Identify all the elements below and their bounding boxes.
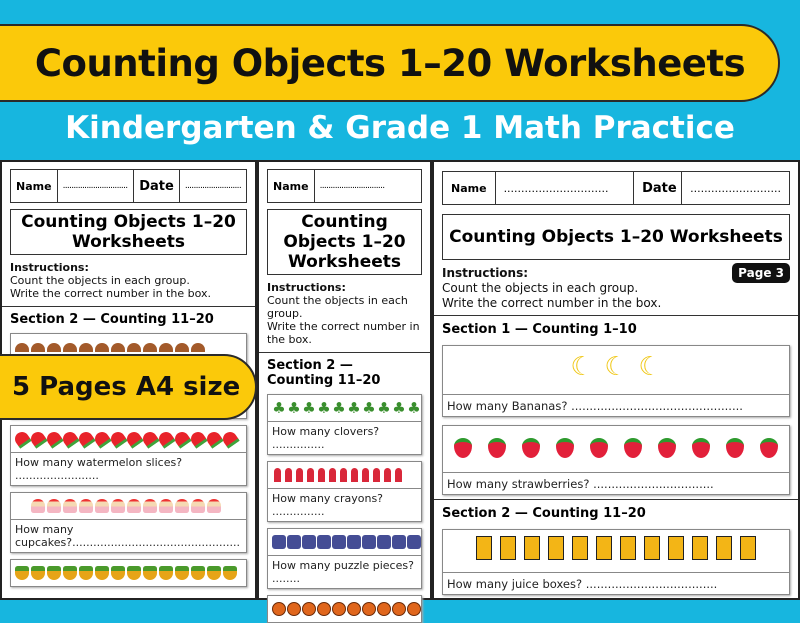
strawberry-icon bbox=[590, 438, 608, 458]
strawberry-icon bbox=[488, 438, 506, 458]
pineapple-icon bbox=[31, 566, 45, 580]
basketball-icon bbox=[287, 602, 301, 616]
choco-icon bbox=[95, 343, 109, 352]
pineapple-icon bbox=[15, 566, 29, 580]
puzzle-icon bbox=[407, 535, 421, 549]
basketball-icon bbox=[362, 602, 376, 616]
puzzle-icon bbox=[272, 535, 286, 549]
basketball-icon bbox=[407, 602, 421, 616]
count-box bbox=[267, 528, 422, 589]
count-box bbox=[442, 425, 790, 495]
cupcake-icon bbox=[191, 499, 205, 513]
choco-icon bbox=[63, 343, 77, 352]
banana-icon: ☾ bbox=[638, 352, 662, 382]
crayon-icon bbox=[384, 468, 391, 482]
clover-icon: ♣ bbox=[302, 399, 316, 417]
clover-icon: ♣ bbox=[272, 399, 286, 417]
icon-group bbox=[443, 346, 789, 382]
pineapple-icon bbox=[175, 566, 189, 580]
icon-group bbox=[11, 426, 246, 452]
strawberry-icon bbox=[658, 438, 676, 458]
pineapple-icon bbox=[191, 566, 205, 580]
icon-group bbox=[268, 462, 421, 488]
cupcake-icon bbox=[95, 499, 109, 513]
juice-icon bbox=[692, 536, 708, 560]
cupcake-icon bbox=[175, 499, 189, 513]
watermelon-icon bbox=[92, 429, 111, 448]
cupcake-icon bbox=[111, 499, 125, 513]
pineapple-icon bbox=[223, 566, 237, 580]
crayon-icon bbox=[373, 468, 380, 482]
crayon-icon bbox=[362, 468, 369, 482]
cupcake-icon bbox=[159, 499, 173, 513]
count-box bbox=[267, 595, 422, 623]
count-box bbox=[10, 559, 247, 587]
question[interactable]: How many strawberries? ................................. bbox=[443, 472, 789, 494]
name-date-row bbox=[267, 169, 422, 203]
basketball-icon bbox=[392, 602, 406, 616]
pineapple-icon bbox=[63, 566, 77, 580]
choco-icon bbox=[79, 343, 93, 352]
watermelon-icon bbox=[204, 429, 223, 448]
watermelon-icon bbox=[172, 429, 191, 448]
pineapple-icon bbox=[47, 566, 61, 580]
juice-icon bbox=[620, 536, 636, 560]
watermelon-icon bbox=[60, 429, 79, 448]
basketball-icon bbox=[317, 602, 331, 616]
worksheet-title: Counting Objects 1–20 Worksheets bbox=[10, 209, 247, 255]
watermelon-icon bbox=[28, 429, 47, 448]
puzzle-icon bbox=[302, 535, 316, 549]
name-field[interactable]: .............................. bbox=[319, 181, 385, 191]
crayon-icon bbox=[351, 468, 358, 482]
clover-icon: ♣ bbox=[362, 399, 376, 417]
count-box bbox=[10, 425, 247, 486]
icon-group bbox=[443, 426, 789, 464]
watermelon-icon bbox=[44, 429, 63, 448]
worksheet-title: Counting Objects 1–20 Worksheets bbox=[442, 214, 790, 260]
instructions-heading: Instructions: bbox=[442, 266, 529, 280]
instructions-line: Count the objects in each group. bbox=[442, 281, 639, 295]
date-label: Date bbox=[634, 172, 682, 204]
section-heading: Section 1 — Counting 1–10 bbox=[434, 315, 798, 343]
watermelon-icon bbox=[124, 429, 143, 448]
choco-icon bbox=[191, 343, 205, 352]
juice-icon bbox=[524, 536, 540, 560]
instructions-line: Write the correct number in the box. bbox=[10, 287, 211, 300]
main-title: Counting Objects 1–20 Worksheets bbox=[34, 41, 746, 85]
question[interactable]: How many watermelon slices? ........................ bbox=[11, 452, 246, 485]
section-heading: Section 2 — Counting 11–20 bbox=[259, 352, 430, 388]
instructions-line: Write the correct number in the box. bbox=[267, 320, 420, 346]
strawberry-icon bbox=[624, 438, 642, 458]
icon-group bbox=[268, 529, 421, 555]
crayon-icon bbox=[285, 468, 292, 482]
juice-icon bbox=[548, 536, 564, 560]
juice-icon bbox=[476, 536, 492, 560]
question[interactable]: How many clovers? ............... bbox=[268, 421, 421, 454]
name-date-row bbox=[442, 171, 790, 205]
watermelon-icon bbox=[108, 429, 127, 448]
choco-icon bbox=[15, 343, 29, 352]
puzzle-icon bbox=[347, 535, 361, 549]
cupcake-icon bbox=[143, 499, 157, 513]
instructions-heading: Instructions: bbox=[10, 261, 89, 274]
strawberry-icon bbox=[556, 438, 574, 458]
count-box bbox=[10, 492, 247, 553]
icon-group bbox=[11, 560, 246, 586]
pineapple-icon bbox=[159, 566, 173, 580]
basketball-icon bbox=[377, 602, 391, 616]
crayon-icon bbox=[395, 468, 402, 482]
pineapple-icon bbox=[143, 566, 157, 580]
page-count-badge bbox=[0, 354, 257, 420]
cupcake-icon bbox=[207, 499, 221, 513]
crayon-icon bbox=[296, 468, 303, 482]
juice-icon bbox=[740, 536, 756, 560]
count-box bbox=[267, 461, 422, 522]
name-label: Name bbox=[268, 170, 315, 202]
instructions bbox=[10, 261, 247, 300]
pineapple-icon bbox=[95, 566, 109, 580]
cupcake-icon bbox=[79, 499, 93, 513]
clover-icon: ♣ bbox=[407, 399, 421, 417]
watermelon-icon bbox=[140, 429, 159, 448]
instructions-line: Count the objects in each group. bbox=[267, 294, 408, 320]
pineapple-icon bbox=[207, 566, 221, 580]
worksheet-page-2 bbox=[257, 160, 432, 600]
juice-icon bbox=[596, 536, 612, 560]
puzzle-icon bbox=[362, 535, 376, 549]
cupcake-icon bbox=[31, 499, 45, 513]
strawberry-icon bbox=[692, 438, 710, 458]
puzzle-icon bbox=[377, 535, 391, 549]
date-field[interactable]: .......................... bbox=[690, 181, 781, 195]
crayon-icon bbox=[329, 468, 336, 482]
page-number-badge: Page 3 bbox=[732, 263, 790, 283]
puzzle-icon bbox=[287, 535, 301, 549]
juice-icon bbox=[500, 536, 516, 560]
choco-icon bbox=[175, 343, 189, 352]
strawberry-icon bbox=[522, 438, 540, 458]
name-label: Name bbox=[11, 170, 58, 202]
clover-icon: ♣ bbox=[392, 399, 406, 417]
worksheet-page-3 bbox=[432, 160, 800, 600]
crayon-icon bbox=[318, 468, 325, 482]
crayon-icon bbox=[340, 468, 347, 482]
title-banner bbox=[0, 24, 780, 102]
pineapple-icon bbox=[111, 566, 125, 580]
instructions-heading: Instructions: bbox=[267, 281, 346, 294]
section-heading: Section 2 — Counting 11–20 bbox=[434, 499, 798, 527]
choco-icon bbox=[111, 343, 125, 352]
puzzle-icon bbox=[332, 535, 346, 549]
instructions-line: Write the correct number in the box. bbox=[442, 296, 662, 310]
name-date-row bbox=[10, 169, 247, 203]
basketball-icon bbox=[302, 602, 316, 616]
choco-icon bbox=[47, 343, 61, 352]
question[interactable]: How many puzzle pieces? ........ bbox=[268, 555, 421, 588]
section-heading: Section 2 — Counting 11–20 bbox=[2, 306, 255, 327]
name-field[interactable]: .............................. bbox=[496, 172, 635, 204]
question[interactable]: How many cupcakes?................................................ bbox=[11, 519, 246, 552]
cupcake-icon bbox=[47, 499, 61, 513]
watermelon-icon bbox=[76, 429, 95, 448]
basketball-icon bbox=[332, 602, 346, 616]
icon-group bbox=[443, 530, 789, 566]
watermelon-icon bbox=[220, 429, 239, 448]
clover-icon: ♣ bbox=[317, 399, 331, 417]
juice-icon bbox=[716, 536, 732, 560]
strawberry-icon bbox=[726, 438, 744, 458]
name-label: Name bbox=[443, 172, 496, 204]
count-box bbox=[442, 345, 790, 417]
count-box bbox=[442, 529, 790, 595]
banana-icon: ☾ bbox=[570, 352, 594, 382]
icon-group bbox=[268, 395, 421, 421]
juice-icon bbox=[644, 536, 660, 560]
clover-icon: ♣ bbox=[377, 399, 391, 417]
basketball-icon bbox=[272, 602, 286, 616]
count-box bbox=[267, 394, 422, 455]
juice-icon bbox=[572, 536, 588, 560]
question[interactable]: How many juice boxes? .................................... bbox=[443, 572, 789, 594]
crayon-icon bbox=[307, 468, 314, 482]
choco-icon bbox=[31, 343, 45, 352]
strawberry-icon bbox=[454, 438, 472, 458]
puzzle-icon bbox=[392, 535, 406, 549]
strawberry-icon bbox=[760, 438, 778, 458]
watermelon-icon bbox=[188, 429, 207, 448]
watermelon-icon bbox=[156, 429, 175, 448]
date-label: Date bbox=[134, 170, 180, 202]
question[interactable]: How many crayons? ............... bbox=[268, 488, 421, 521]
cupcake-icon bbox=[127, 499, 141, 513]
pineapple-icon bbox=[79, 566, 93, 580]
clover-icon: ♣ bbox=[287, 399, 301, 417]
subtitle: Kindergarten & Grade 1 Math Practice bbox=[65, 110, 735, 146]
juice-icon bbox=[668, 536, 684, 560]
banana-icon: ☾ bbox=[604, 352, 628, 382]
instructions bbox=[442, 266, 661, 311]
watermelon-icon bbox=[12, 429, 31, 448]
page-count-text: 5 Pages A4 size bbox=[12, 372, 241, 402]
cupcake-icon bbox=[63, 499, 77, 513]
crayon-icon bbox=[274, 468, 281, 482]
icon-group bbox=[11, 493, 246, 519]
clover-icon: ♣ bbox=[347, 399, 361, 417]
question[interactable]: How many Bananas? ............................................... bbox=[443, 394, 789, 416]
choco-icon bbox=[127, 343, 141, 352]
instructions bbox=[267, 281, 422, 346]
clover-icon: ♣ bbox=[332, 399, 346, 417]
pineapple-icon bbox=[127, 566, 141, 580]
instructions-line: Count the objects in each group. bbox=[10, 274, 190, 287]
puzzle-icon bbox=[317, 535, 331, 549]
choco-icon bbox=[143, 343, 157, 352]
basketball-icon bbox=[347, 602, 361, 616]
worksheet-title: Counting Objects 1–20 Worksheets bbox=[267, 209, 422, 275]
date-field[interactable]: .......................... bbox=[184, 181, 241, 191]
choco-icon bbox=[159, 343, 173, 352]
name-field[interactable]: .............................. bbox=[58, 170, 135, 202]
